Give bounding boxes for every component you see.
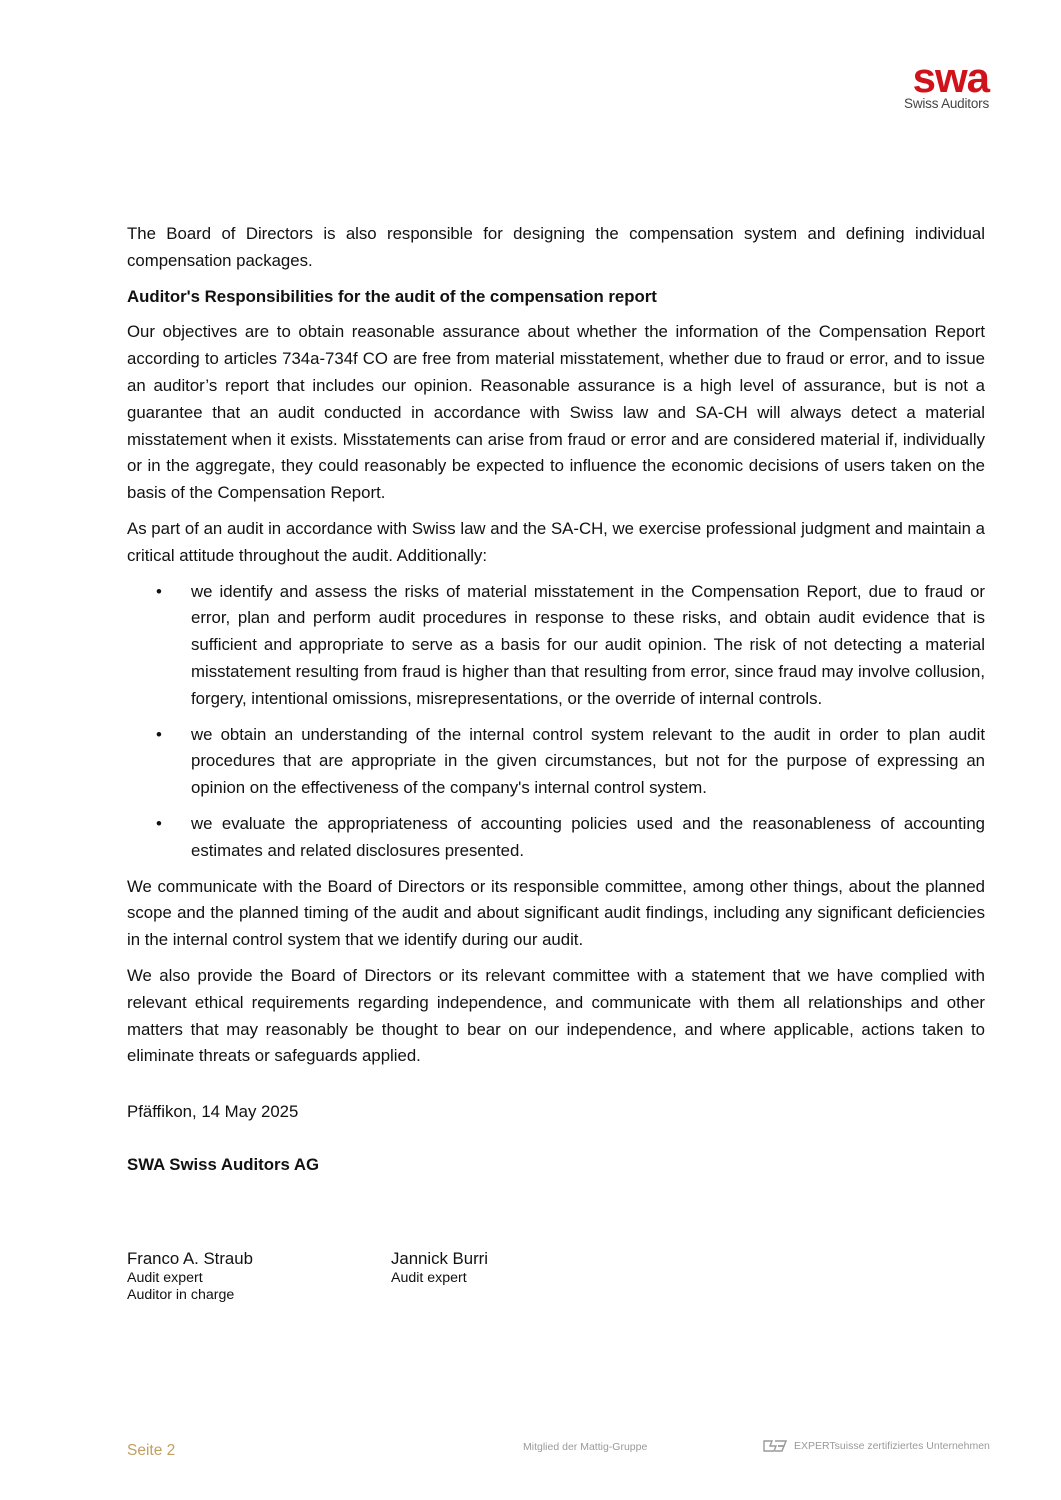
page-number: Seite 2 [127,1442,176,1459]
signatory-name: Jannick Burri [391,1249,488,1268]
paragraph-board-responsibility: The Board of Directors is also responsible for designing the compensation system and defining individual compensation packages. [127,224,985,270]
paragraph-objectives: Our objectives are to obtain reasonable assurance about whether the information of the Compensation Report according to articles 734a-734f CO are free from material misstatement, whether due to fraud or error, and to issue an auditor’s report that includes our opinion. Reasonable assurance is a high level of assurance, but is not a guarantee that an audit conducted in accordance with Swiss law and SA-CH will always detect a material misstatement when it exists. Misstatements can arise from fraud or error and are considered material if, individually or in the aggregate, they could reasonably be expected to influence the economic decisions of users taken on the basis of the Compensation Report. [127,322,985,503]
logo-mark: swa [912,54,989,101]
bullet-icon: • [156,813,162,833]
bullet-icon: • [156,581,162,601]
certification-note [761,1437,990,1455]
signatory-block [127,1248,253,1303]
expertsuisse-icon [761,1437,789,1455]
signatory-role-secondary: Auditor in charge [127,1286,235,1303]
bullet-icon: • [156,724,162,744]
list-item [127,722,985,802]
logo-subtitle: Swiss Auditors [904,96,989,111]
certification-text: EXPERTsuisse zertifiziertes Unternehmen [794,1440,990,1452]
list-item-text: we identify and assess the risks of material misstatement in the Compensation Report, due to fraud or error, plan and perform audit procedures in response to these risks, and obtain audit evidence that is sufficient and appropriate to serve as a basis for our audit opinion. The risk of not detecting a material misstatement resulting from fraud is higher than that resulting from error, since fraud may involve collusion, forgery, intentional omissions, misrepresentations, or the override of internal controls. [191,581,985,708]
place-and-date: Pfäffikon, 14 May 2025 [127,1102,299,1121]
list-item-text: we obtain an understanding of the internal control system relevant to the audit in order to plan audit procedures that are appropriate in the given circumstances, but not for the purpose of expressing an opinion on the effectiveness of the company's internal control system. [191,724,985,798]
list-item [127,579,985,713]
list-item-text: we evaluate the appropriateness of accounting policies used and the reasonableness of accounting estimates and related disclosures presented. [191,813,985,860]
company-logo [879,54,989,111]
signatory-name: Franco A. Straub [127,1249,253,1268]
signatory-role: Audit expert [127,1270,203,1286]
section-heading: Auditor's Responsibilities for the audit of the compensation report [127,286,657,306]
procedures-list [127,579,985,865]
signatory-role: Audit expert [391,1270,467,1286]
paragraph-audit-approach: As part of an audit in accordance with Swiss law and the SA-CH, we exercise professional judgment and maintain a critical attitude throughout the audit. Additionally: [127,518,985,565]
signatory-block [391,1248,488,1287]
paragraph-communication: We communicate with the Board of Directors or its responsible committee, among other things, about the planned scope and the planned timing of the audit and about significant audit findings, including any significant deficiencies in the internal control system that we identify during our audit. [127,876,985,950]
company-name: SWA Swiss Auditors AG [127,1155,320,1174]
list-item [127,811,985,865]
report-body [127,221,985,1079]
paragraph-independence: We also provide the Board of Directors or its relevant committee with a statement that we have complied with relevant ethical requirements regarding independence, and communicate with them all relationships and other matters that may reasonably be thought to bear on our independence, and where applicable, actions taken to eliminate threats or safeguards applied. [127,965,985,1066]
membership-note: Mitglied der Mattig-Gruppe [523,1441,648,1453]
